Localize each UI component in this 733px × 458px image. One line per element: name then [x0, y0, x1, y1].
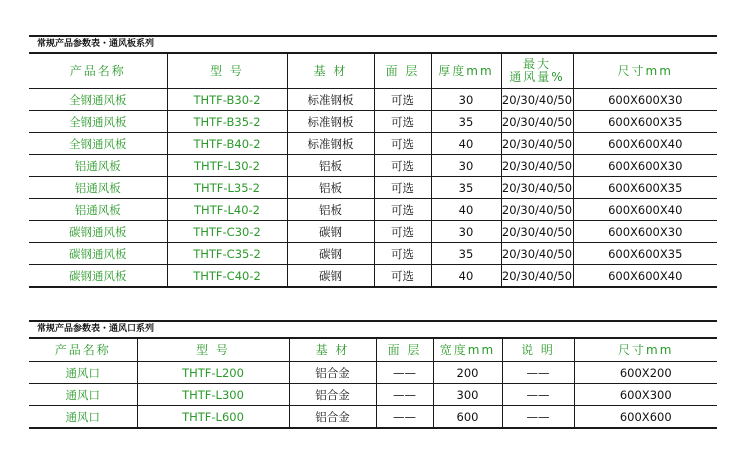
table-cell: 600X600X35 [573, 243, 717, 265]
table-cell: 通风口 [29, 362, 137, 384]
table-cell: 40 [431, 265, 501, 288]
table-cell: 600X600X35 [573, 111, 717, 133]
section-title: 常规产品参数表・通风口系列 [29, 320, 717, 338]
table-cell: 标准钢板 [287, 133, 374, 155]
column-header: 厚度mm [431, 54, 501, 89]
column-header: 产品名称 [29, 339, 137, 362]
table-cell: 可选 [374, 221, 431, 243]
table-cell: 铝合金 [289, 406, 376, 429]
table-cell: 铝板 [287, 199, 374, 221]
vent-outlet-section [29, 320, 717, 429]
table-cell: 300 [433, 384, 502, 406]
table-cell: 600X600 [574, 406, 717, 429]
table-cell: 全钢通风板 [29, 89, 167, 111]
table-cell: 标准钢板 [287, 111, 374, 133]
table-cell: THTF-L30-2 [167, 155, 287, 177]
table-cell: 20/30/40/50 [501, 133, 573, 155]
column-header: 型 号 [167, 54, 287, 89]
table-row [29, 362, 717, 384]
table-cell: —— [376, 362, 433, 384]
table-cell: THTF-C30-2 [167, 221, 287, 243]
table-cell: 可选 [374, 199, 431, 221]
vent-panel-section [29, 35, 717, 288]
table-cell: 20/30/40/50 [501, 177, 573, 199]
column-header: 面 层 [376, 339, 433, 362]
table-cell: 碳钢 [287, 221, 374, 243]
table-cell: 20/30/40/50 [501, 243, 573, 265]
table-cell: 全钢通风板 [29, 111, 167, 133]
table-cell: 碳钢通风板 [29, 265, 167, 288]
header-row [29, 339, 717, 362]
table-cell: 600X600X40 [573, 199, 717, 221]
column-header [501, 54, 573, 89]
section-title: 常规产品参数表・通风板系列 [29, 35, 717, 53]
table-cell: 600X600X30 [573, 89, 717, 111]
table-cell: 可选 [374, 177, 431, 199]
column-header: 型 号 [137, 339, 289, 362]
column-header-line: 通风量% [509, 70, 565, 84]
table-row [29, 243, 717, 265]
table-cell: 铝合金 [289, 362, 376, 384]
table-cell: 可选 [374, 265, 431, 288]
table-cell: 碳钢通风板 [29, 221, 167, 243]
table-row [29, 199, 717, 221]
table-cell: 200 [433, 362, 502, 384]
table-cell: THTF-L600 [137, 406, 289, 429]
table-cell: THTF-L200 [137, 362, 289, 384]
table-row [29, 111, 717, 133]
table-cell: 600X600X40 [573, 265, 717, 288]
header-row [29, 54, 717, 89]
table-row [29, 221, 717, 243]
table-cell: 碳钢 [287, 265, 374, 288]
table-cell: 可选 [374, 89, 431, 111]
table-cell: —— [502, 362, 574, 384]
table-cell: 铝板 [287, 155, 374, 177]
table-cell: 20/30/40/50 [501, 111, 573, 133]
table-row [29, 133, 717, 155]
table-cell: 铝合金 [289, 384, 376, 406]
table-cell: 30 [431, 89, 501, 111]
table-cell: 20/30/40/50 [501, 155, 573, 177]
table-row [29, 406, 717, 429]
table-cell: THTF-C40-2 [167, 265, 287, 288]
table-cell: —— [376, 406, 433, 429]
table-cell: 可选 [374, 155, 431, 177]
column-header: 尺寸mm [573, 54, 717, 89]
table-cell: 可选 [374, 243, 431, 265]
table-cell: 通风口 [29, 406, 137, 429]
table-cell: 600X200 [574, 362, 717, 384]
table-cell: THTF-C35-2 [167, 243, 287, 265]
table-cell: 40 [431, 199, 501, 221]
table-cell: 通风口 [29, 384, 137, 406]
column-header: 基 材 [287, 54, 374, 89]
table-cell: —— [502, 406, 574, 429]
table-cell: 600X600X35 [573, 177, 717, 199]
column-header-line: 最大 [522, 57, 551, 71]
table-row [29, 155, 717, 177]
column-header: 面 层 [374, 54, 431, 89]
table-cell: 40 [431, 133, 501, 155]
table-row [29, 177, 717, 199]
table-cell: 标准钢板 [287, 89, 374, 111]
table-cell: 30 [431, 221, 501, 243]
table-cell: THTF-L40-2 [167, 199, 287, 221]
table-cell: 20/30/40/50 [501, 221, 573, 243]
column-header: 尺寸mm [574, 339, 717, 362]
table-cell: 20/30/40/50 [501, 89, 573, 111]
table-cell: 可选 [374, 133, 431, 155]
table-cell: 20/30/40/50 [501, 265, 573, 288]
vent-panel-table [29, 53, 717, 288]
table-row [29, 265, 717, 288]
table-cell: 碳钢 [287, 243, 374, 265]
table-cell: THTF-L300 [137, 384, 289, 406]
table-cell: 600X600X30 [573, 155, 717, 177]
table-cell: 铝通风板 [29, 155, 167, 177]
table-cell: 可选 [374, 111, 431, 133]
table-row [29, 384, 717, 406]
table-cell: THTF-B35-2 [167, 111, 287, 133]
table-cell: 600X300 [574, 384, 717, 406]
table-cell: 30 [431, 155, 501, 177]
table-cell: THTF-L35-2 [167, 177, 287, 199]
table-cell: 碳钢通风板 [29, 243, 167, 265]
table-cell: 35 [431, 243, 501, 265]
table-cell: 600X600X30 [573, 221, 717, 243]
table-cell: 600X600X40 [573, 133, 717, 155]
table-cell: 20/30/40/50 [501, 199, 573, 221]
table-cell: THTF-B30-2 [167, 89, 287, 111]
table-cell: 铝通风板 [29, 177, 167, 199]
table-row [29, 89, 717, 111]
table-cell: 铝板 [287, 177, 374, 199]
column-header: 基 材 [289, 339, 376, 362]
column-header: 说 明 [502, 339, 574, 362]
table-cell: 600 [433, 406, 502, 429]
vent-outlet-table [29, 338, 717, 429]
table-cell: 铝通风板 [29, 199, 167, 221]
table-cell: 全钢通风板 [29, 133, 167, 155]
column-header: 产品名称 [29, 54, 167, 89]
table-cell: THTF-B40-2 [167, 133, 287, 155]
table-cell: 35 [431, 111, 501, 133]
table-cell: —— [376, 384, 433, 406]
table-cell: 35 [431, 177, 501, 199]
table-cell: —— [502, 384, 574, 406]
column-header: 宽度mm [433, 339, 502, 362]
